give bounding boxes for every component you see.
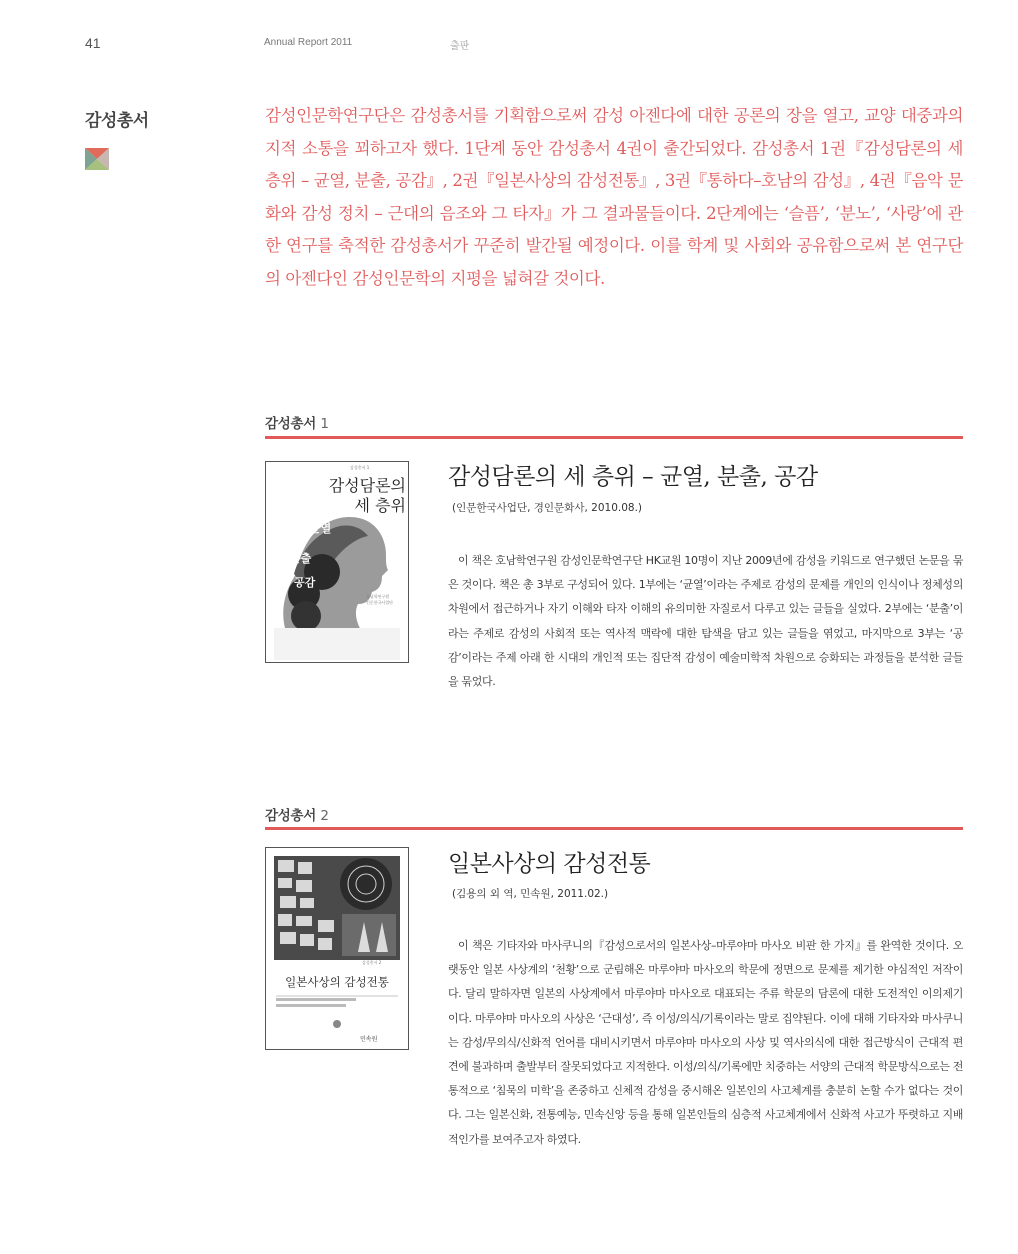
book2-cover-series (362, 960, 381, 966)
book2-rule (265, 827, 963, 830)
book1-cover-word1: 균열 (310, 522, 332, 535)
book2-cover-publisher: 민속원 (360, 1036, 378, 1043)
section-label: 출판 (450, 41, 470, 52)
book1-number: 1 (320, 416, 329, 432)
book1-label: 감성총서 (265, 416, 316, 432)
book2-title: 일본사상의 감성전통 (448, 851, 651, 877)
book2-description (448, 934, 963, 1152)
book1-description-text: 이 책은 호남학연구원 감성인문학연구단 HK교원 10명이 지난 2009년에 감성을 키워드로 연구했던 논문을 묶은 것이다. 책은 총 3부로 구성되어 있다. 1부에는 ‘균열’이라는 주제로 감성의 문제를 개인의 인식이나 정체성의 차원에서 접근하거나 자기 이해와 타자 이해의 유의미한 자질로서 다루고 있는 글들을 실었다. 2부에는 ‘분출’이라는 주제로 감성의 사회적 또는 역사적 맥락에 대한 탐색을 담고 있는 글들을 엮었고, 마지막으로 3부는 ‘공감’이라는 주제 아래 한 시대의 개인적 또는 집단적 감성이 예술미학적 차원으로 승화되는 과정들을 분석한 글들을 묶었다. (448, 554, 963, 689)
book1-cover-word3: 공감 (294, 576, 316, 589)
book1-rule (265, 436, 963, 439)
book2-cover-art (266, 848, 408, 1049)
book1-cover (265, 461, 409, 663)
page-number: 41 (85, 35, 101, 51)
book1-cover-series-no: 1 (366, 465, 370, 470)
side-title: 감성총서 (85, 111, 149, 131)
book1-cover-publisher-line2: 인문한국사업단 (366, 600, 394, 605)
book1-cover-title-line1: 감성담론의 (328, 476, 406, 495)
intro-paragraph: 감성인문학연구단은 감성총서를 기획함으로써 감성 아젠다에 대한 공론의 장을 열고, 교양 대중과의 지적 소통을 꾀하고자 했다. 1단계 동안 감성총서 4권이 출간되었다. 감성총서 1권『감성담론의 세 층위 – 균열, 분출, 공감』, 2권『일본사상의 감성전통』, 3권『통하다–호남의 감성』, 4권『음악 문화와 감성 정치 – 근대의 음조와 그 타자』가 그 결과물들이다. 2단계에는 ‘슬픔’, ‘분노’, ‘사랑’에 관한 연구를 축적한 감성총서가 꾸준히 발간될 예정이다. 이를 학계 및 사회와 공유함으로써 본 연구단의 아젠다인 감성인문학의 지평을 넓혀갈 것이다. (265, 106, 963, 288)
book1-cover-series (350, 465, 369, 471)
book2-publication: (김용의 외 역, 민속원, 2011.02.) (452, 888, 609, 900)
book2-description-text: 이 책은 기타자와 마사쿠니의『감성으로서의 일본사상–마루야마 마사오 비판 한 가지』를 완역한 것이다. 오랫동안 일본 사상계의 ‘천황’으로 군림해온 마루야마 마사오의 학문에 정면으로 문제를 제기한 야심적인 저작이다. 달리 말하자면 일본의 사상계에서 마루야마 마사오로 대표되는 주류 학문의 담론에 대한 도전적인 이의제기이다. 마루야마 마사오의 사상은 ‘근대성’, 즉 이성/의식/기록이라는 말로 집약된다. 이에 대해 기타자와 마사쿠니는 감성/무의식/신화적 언어를 대비시키면서 마루야마 마사오의 사상 및 역사의식에 대한 접근방식이 근대적 편견에 불과하며 출발부터 잘못되었다고 지적한다. 이성/의식/기록에만 치중하는 서양의 근대적 학문방식으로는 전통적으로 ‘침묵의 미학’을 존중하고 신체적 감성을 중시해온 일본인의 사고체계를 충분히 논할 수가 없다는 것이다. 그는 일본신화, 전통예능, 민속신앙 등을 통해 일본인들의 심층적 사고체계에서 신화적 사고가 뚜렷하고 지배적인가를 보여주고자 하였다. (448, 939, 963, 1146)
book1-cover-series-text: 감성총서 (350, 465, 366, 470)
triangle-logo-icon (85, 148, 109, 170)
book1-cover-title-line2: 세 층위 (354, 496, 406, 515)
book1-description (448, 549, 963, 694)
book2-section-label (265, 804, 329, 824)
book1-publication: (인문한국사업단, 경인문화사, 2010.08.) (452, 502, 643, 514)
book2-label: 감성총서 (265, 808, 316, 824)
book1-cover-title (316, 476, 406, 516)
book1-cover-publisher-line1: 호남학연구원 (366, 594, 390, 599)
book2-cover (265, 847, 409, 1050)
book1-cover-word2: 분출 (290, 552, 312, 565)
book2-cover-series-text: 감성총서 (362, 960, 378, 965)
book1-section-label (265, 412, 329, 432)
book1-cover-publisher (366, 594, 406, 606)
report-label: Annual Report 2011 (264, 37, 353, 48)
book2-number: 2 (320, 808, 329, 824)
book2-cover-series-no: 2 (378, 960, 382, 965)
book2-cover-title: 일본사상의 감성전통 (285, 975, 389, 989)
book1-title: 감성담론의 세 층위 – 균열, 분출, 공감 (448, 464, 818, 490)
